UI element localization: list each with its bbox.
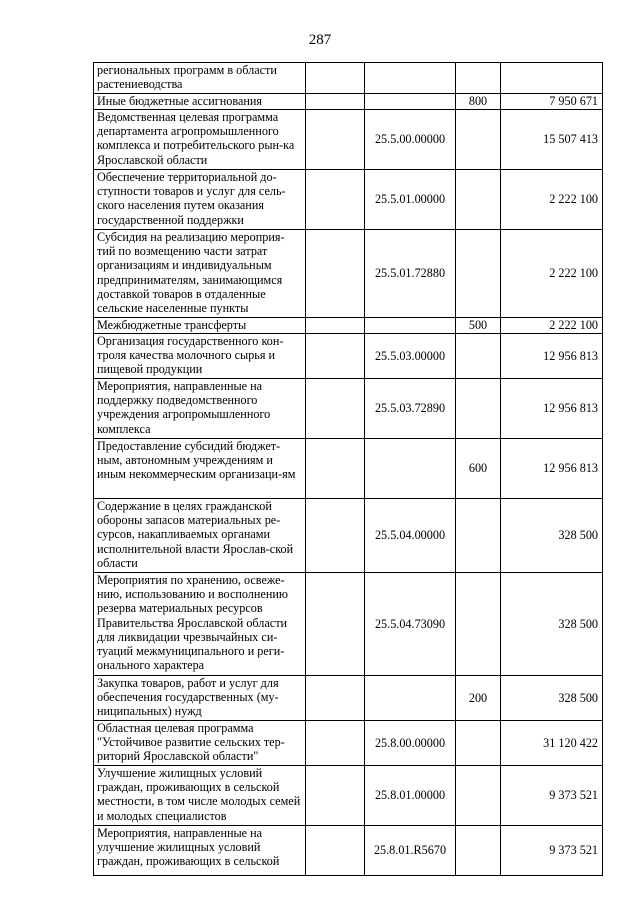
row-code: 25.5.01.00000 [365, 170, 456, 230]
row-amount: 328 500 [501, 573, 603, 676]
row-empty-cell [306, 766, 365, 826]
row-kind [456, 721, 501, 766]
row-name: Предоставление субсидий бюджет-ным, автономным учреждениям и иным некоммерческим организаци-ям [94, 439, 306, 499]
table-row [94, 676, 603, 721]
page-number: 287 [308, 32, 332, 48]
row-name: Мероприятия, направленные на поддержку подведомственного учреждения агропромышленного комплекса [94, 379, 306, 439]
row-name: Иные бюджетные ассигнования [94, 94, 306, 110]
row-empty-cell [306, 721, 365, 766]
row-kind [456, 499, 501, 573]
row-kind: 600 [456, 439, 501, 499]
row-amount: 2 222 100 [501, 318, 603, 334]
row-name: Организация государственного кон-троля качества молочного сырья и пищевой продукции [94, 334, 306, 379]
table-row [94, 721, 603, 766]
budget-table [93, 62, 603, 876]
row-kind: 500 [456, 318, 501, 334]
row-name: Улучшение жилищных условий граждан, проживающих в сельской местности, в том числе молодых семей и молодых специалистов [94, 766, 306, 826]
row-empty-cell [306, 170, 365, 230]
row-code [365, 63, 456, 94]
row-empty-cell [306, 318, 365, 334]
row-amount: 12 956 813 [501, 334, 603, 379]
table-row [94, 230, 603, 318]
row-code: 25.5.03.00000 [365, 334, 456, 379]
row-amount: 328 500 [501, 676, 603, 721]
row-name: Мероприятия по хранению, освеже-нию, использованию и восполнению резерва материальных ресурсов Правительства Ярославской области для ликвидации чрезвычайных си-туаций межмуниципального и реги-онального характера [94, 573, 306, 676]
row-empty-cell [306, 826, 365, 876]
row-name: Областная целевая программа "Устойчивое развитие сельских тер-риторий Ярославской области" [94, 721, 306, 766]
row-name: Межбюджетные трансферты [94, 318, 306, 334]
row-amount: 12 956 813 [501, 439, 603, 499]
table-row [94, 110, 603, 170]
row-empty-cell [306, 63, 365, 94]
row-code [365, 318, 456, 334]
row-amount: 31 120 422 [501, 721, 603, 766]
table-row [94, 439, 603, 499]
row-code [365, 94, 456, 110]
table-row [94, 573, 603, 676]
table-row [94, 379, 603, 439]
row-empty-cell [306, 439, 365, 499]
row-amount: 2 222 100 [501, 170, 603, 230]
row-amount: 7 950 671 [501, 94, 603, 110]
row-empty-cell [306, 379, 365, 439]
row-kind [456, 573, 501, 676]
row-amount: 328 500 [501, 499, 603, 573]
row-name: региональных программ в области растениеводства [94, 63, 306, 94]
row-amount [501, 63, 603, 94]
row-kind: 800 [456, 94, 501, 110]
row-name: Обеспечение территориальной до-ступности товаров и услуг для сель-ского населения путем оказания государственной поддержки [94, 170, 306, 230]
row-code: 25.8.01.R5670 [365, 826, 456, 876]
table-row [94, 826, 603, 876]
row-name: Закупка товаров, работ и услуг для обеспечения государственных (му-ниципальных) нужд [94, 676, 306, 721]
row-empty-cell [306, 334, 365, 379]
row-name: Ведомственная целевая программа департамента агропромышленного комплекса и потребительского рын-ка Ярославской области [94, 110, 306, 170]
row-amount: 9 373 521 [501, 826, 603, 876]
row-amount: 2 222 100 [501, 230, 603, 318]
row-empty-cell [306, 110, 365, 170]
table-row [94, 94, 603, 110]
row-kind: 200 [456, 676, 501, 721]
row-code: 25.5.00.00000 [365, 110, 456, 170]
row-code: 25.5.04.73090 [365, 573, 456, 676]
row-empty-cell [306, 573, 365, 676]
table-row [94, 170, 603, 230]
row-kind [456, 766, 501, 826]
row-amount: 9 373 521 [501, 766, 603, 826]
row-kind [456, 110, 501, 170]
row-code [365, 676, 456, 721]
row-amount: 12 956 813 [501, 379, 603, 439]
row-kind [456, 170, 501, 230]
row-kind [456, 379, 501, 439]
row-code: 25.8.01.00000 [365, 766, 456, 826]
row-name: Субсидия на реализацию мероприя-тий по возмещению части затрат организациям и индивидуальным предпринимателям, занимающимся доставкой товаров в отдаленные сельские населенные пункты [94, 230, 306, 318]
row-code: 25.5.01.72880 [365, 230, 456, 318]
row-code: 25.5.03.72890 [365, 379, 456, 439]
row-kind [456, 230, 501, 318]
row-empty-cell [306, 499, 365, 573]
row-empty-cell [306, 676, 365, 721]
row-kind [456, 826, 501, 876]
row-name: Мероприятия, направленные на улучшение жилищных условий граждан, проживающих в сельской [94, 826, 306, 876]
table-row [94, 499, 603, 573]
row-empty-cell [306, 94, 365, 110]
row-kind [456, 334, 501, 379]
row-code: 25.8.00.00000 [365, 721, 456, 766]
table-row [94, 334, 603, 379]
table-row [94, 766, 603, 826]
row-kind [456, 63, 501, 94]
row-name: Содержание в целях гражданской обороны запасов материальных ре-сурсов, накапливаемых органами исполнительной власти Ярослав-ской области [94, 499, 306, 573]
row-amount: 15 507 413 [501, 110, 603, 170]
row-code [365, 439, 456, 499]
row-empty-cell [306, 230, 365, 318]
table-row [94, 63, 603, 94]
table-row [94, 318, 603, 334]
row-code: 25.5.04.00000 [365, 499, 456, 573]
